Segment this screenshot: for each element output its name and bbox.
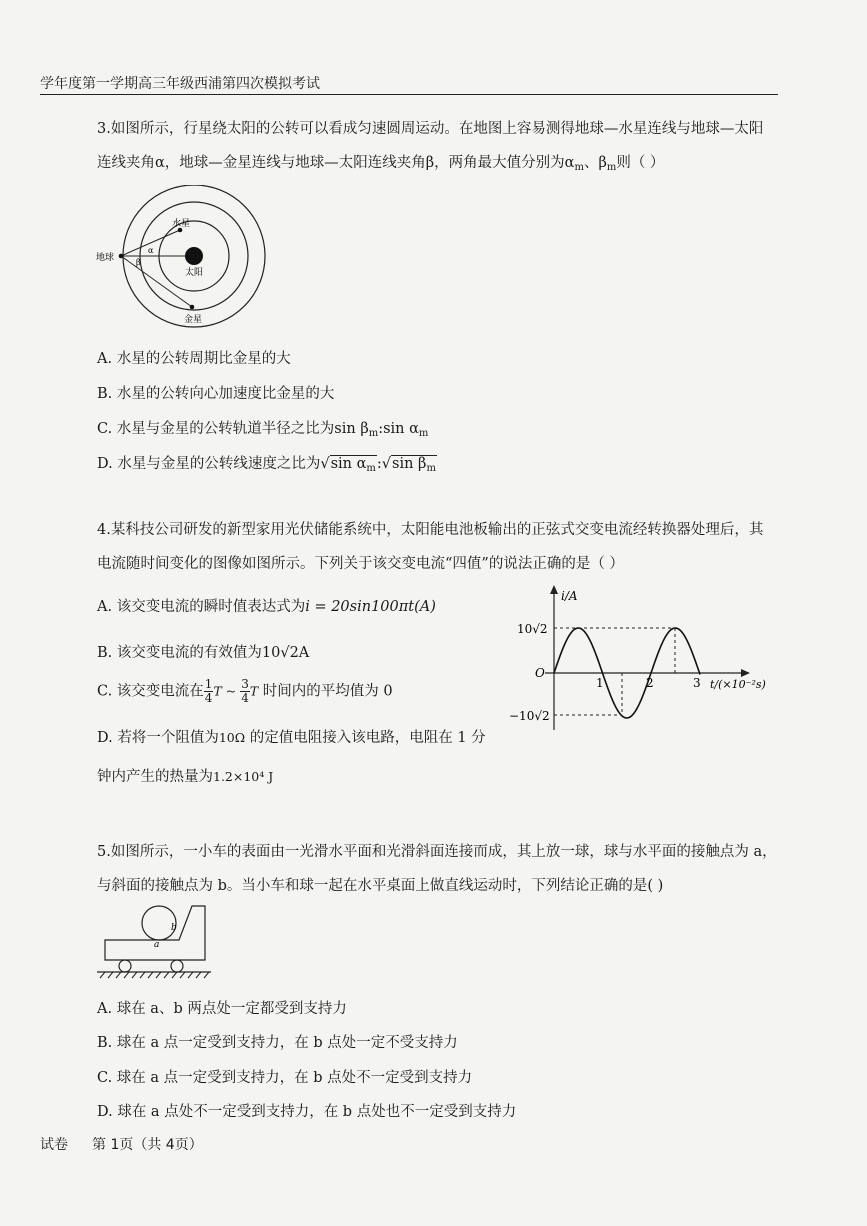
graph-pos-peak-label: 10√2 bbox=[517, 622, 548, 636]
q5-cart-diagram bbox=[95, 898, 215, 980]
q5-stem-line2: 与斜面的接触点为 b。当小车和球一起在水平桌面上做直线运动时，下列结论正确的是( ) bbox=[97, 878, 664, 894]
q3-stem-text-c: 则（ ） bbox=[616, 155, 665, 171]
graph-origin: O bbox=[535, 666, 545, 680]
table-hatching bbox=[100, 972, 209, 978]
q4-option-d: D. 若将一个阻值为10Ω 的定值电阻接入该电路，电阻在 1 分 bbox=[97, 730, 486, 746]
q4-option-a: A. 该交变电流的瞬时值表达式为i = 20sin100πt(A) bbox=[97, 599, 436, 615]
cart-body bbox=[105, 906, 205, 960]
graph-y-label: i/A bbox=[561, 589, 578, 603]
label-sun: 太阳 bbox=[185, 268, 204, 278]
q3-c-sub2: m bbox=[418, 428, 429, 439]
label-venus: 金星 bbox=[184, 315, 203, 325]
x-axis-arrow-icon bbox=[741, 669, 750, 677]
q3-d-sqrt1: $\sin \alpha_m$ bbox=[330, 456, 376, 474]
label-alpha: α bbox=[148, 246, 154, 255]
q3-c-mid: :sin α bbox=[378, 421, 419, 437]
q4-stem-line1: 4.某科技公司研发的新型家用光伏储能系统中，太阳能电池板输出的正弦式交变电流经转换器处理后，其 bbox=[97, 522, 764, 538]
graph-neg-peak-label: −10√2 bbox=[509, 709, 550, 723]
q3-c-text: C. 水星与金星的公转轨道半径之比为sin β bbox=[97, 421, 369, 437]
q3-stem-line2 bbox=[97, 151, 664, 173]
q3-option-b: B. 水星的公转向心加速度比金星的大 bbox=[97, 386, 335, 402]
earth-venus-line bbox=[121, 256, 192, 307]
header-rule bbox=[40, 94, 778, 95]
q4-c-frac2: $\frac{3}{4}$ bbox=[241, 677, 249, 705]
q3-stem-line1: 3.如图所示，行星绕太阳的公转可以看成匀速圆周运动。在地图上容易测得地球—水星连线与地球—太阳 bbox=[97, 121, 764, 137]
footer-label: 试卷 bbox=[40, 1137, 68, 1153]
label-mercury: 水星 bbox=[172, 219, 191, 229]
graph-x-label: t/(×10⁻²s) bbox=[710, 678, 766, 691]
y-axis-arrow-icon bbox=[550, 585, 558, 594]
q5-option-c: C. 球在 a 点一定受到支持力，在 b 点处不一定受到支持力 bbox=[97, 1070, 473, 1086]
q4-d-heat: 1.2×10⁴ J bbox=[213, 769, 274, 784]
q3-option-d: D. 水星与金星的公转线速度之比为√sin $\alpha_m:√\sin$ $\beta_m$ bbox=[97, 456, 436, 474]
q3-c-sub1: m bbox=[368, 428, 379, 439]
graph-tick-1: 1 bbox=[596, 676, 604, 690]
label-beta: β bbox=[136, 258, 141, 267]
q5-stem-line1: 5.如图所示，一小车的表面由一光滑水平面和光滑斜面连接而成，其上放一球，球与水平面的接触点为 a， bbox=[97, 844, 777, 860]
q4-c-frac1: $\frac{1}{4}$ bbox=[204, 677, 213, 705]
graph-tick-2: 2 bbox=[646, 676, 654, 690]
q3-stem-text-b: 、β bbox=[583, 155, 607, 171]
venus-dot bbox=[190, 305, 195, 310]
q4-b-expression: 10√2A bbox=[261, 645, 310, 661]
q3-sub-m2: m bbox=[606, 162, 617, 173]
graph-tick-3: 3 bbox=[693, 676, 701, 690]
q3-option-a: A. 水星的公转周期比金星的大 bbox=[97, 351, 291, 367]
cart-wheel-left bbox=[119, 960, 131, 972]
q5-option-d: D. 球在 a 点处不一定受到支持力，在 b 点处也不一定受到支持力 bbox=[97, 1104, 517, 1120]
q4-a-expression: i = 20sin100πt(A) bbox=[305, 599, 436, 615]
q3-d-colon: : bbox=[376, 456, 382, 472]
cart-wheel-right bbox=[171, 960, 183, 972]
q3-orbit-diagram bbox=[88, 185, 288, 335]
footer-page-number: 第 1页（共 4页） bbox=[92, 1137, 203, 1153]
q3-stem-text-a: 连线夹角α，地球—金星连线与地球—太阳连线夹角β，两角最大值分别为α bbox=[97, 155, 575, 171]
q4-option-b: B. 该交变电流的有效值为10√2A bbox=[97, 645, 310, 661]
q3-sub-m1: m bbox=[574, 162, 584, 173]
earth-dot bbox=[119, 254, 124, 259]
q4-option-c: C. 该交变电流在 $\frac{1}{4}$ T ~ $\frac{3}{4}$ T 时间内的平均值为 0 bbox=[97, 677, 393, 705]
point-a-label: a bbox=[154, 940, 160, 950]
q4-option-d-line2: 钟内产生的热量为1.2×10⁴ J bbox=[97, 769, 274, 785]
exam-header-title: 学年度第一学期高三年级西浦第四次模拟考试 bbox=[40, 76, 320, 92]
point-b-label: b bbox=[171, 923, 177, 933]
q3-d-text: D. 水星与金星的公转线速度之比为 bbox=[97, 456, 321, 472]
sun-icon bbox=[185, 247, 203, 265]
q4-current-graph bbox=[505, 580, 775, 740]
label-earth: 地球 bbox=[96, 253, 115, 263]
q5-option-a: A. 球在 a、b 两点处一定都受到支持力 bbox=[97, 1001, 347, 1017]
q4-stem-line2: 电流随时间变化的图像如图所示。下列关于该交变电流“四值”的说法正确的是（ ） bbox=[97, 556, 624, 572]
q5-option-b: B. 球在 a 点一定受到支持力，在 b 点处一定不受支持力 bbox=[97, 1035, 458, 1051]
q3-option-c bbox=[97, 417, 428, 439]
q3-d-sqrt2: $\sin \beta_m$ bbox=[392, 456, 436, 474]
